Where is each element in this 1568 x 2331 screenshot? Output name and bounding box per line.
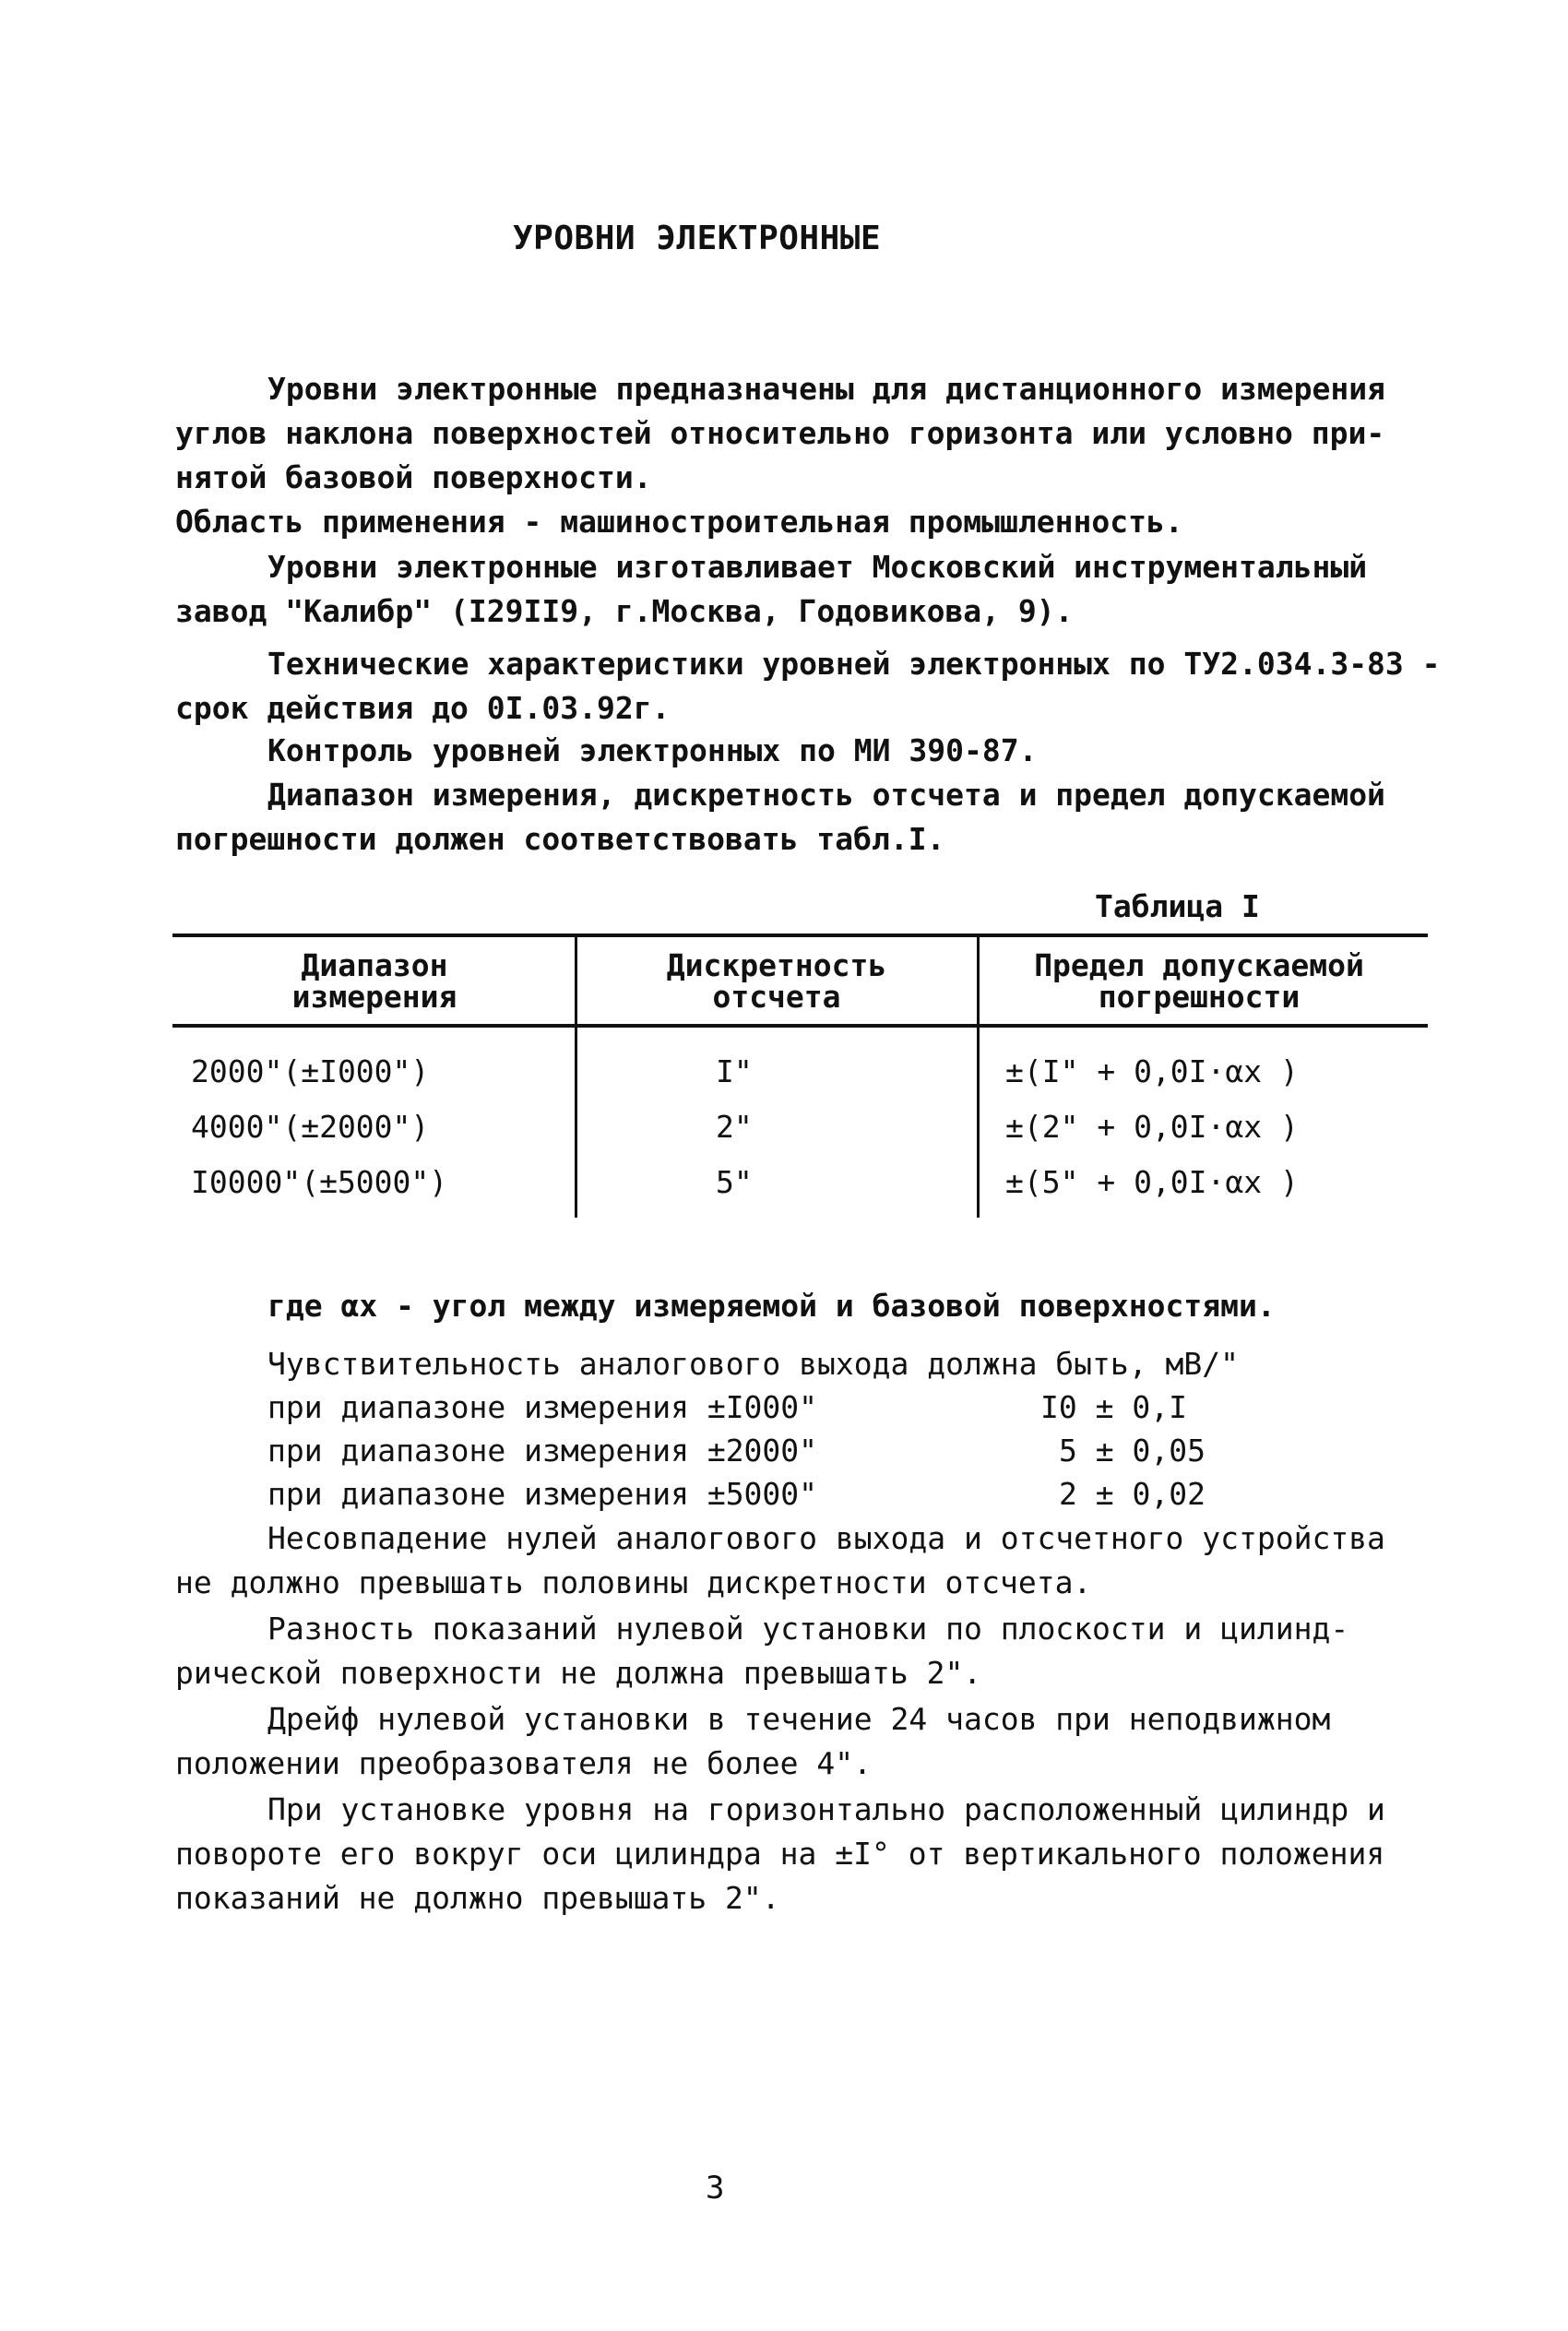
header-text: измерения	[291, 979, 457, 1015]
intro-line-6: завод "Калибр" (I29II9, г.Москва, Годовикова, 9).	[175, 593, 1074, 629]
sensitivity-value: 2 ± 0,02	[1059, 1476, 1206, 1512]
intro-line-10: Диапазон измерения, дискретность отсчета и предел допускаемой	[267, 777, 1385, 813]
table-cell: I"	[716, 1053, 753, 1089]
sensitivity-label: при диапазоне измерения ±I000"	[267, 1389, 818, 1425]
header-text: Дискретность	[666, 947, 887, 983]
intro-line-4: Область применения - машиностроительная промышленность.	[175, 504, 1183, 540]
sensitivity-label: при диапазоне измерения ±5000"	[267, 1476, 818, 1512]
intro-line-11: погрешности должен соответствовать табл.I.	[175, 821, 945, 857]
header-text: погрешности	[1098, 979, 1301, 1015]
closing-line-9: показаний не должно превышать 2".	[175, 1880, 780, 1916]
intro-line-5: Уровни электронные изготавливает Московский инструментальный	[267, 549, 1368, 585]
intro-line-7: Технические характеристики уровней электронных по ТУ2.034.3-83 -	[267, 646, 1441, 682]
page-title: УРОВНИ ЭЛЕКТРОННЫЕ	[513, 220, 882, 257]
where-line: где αx - угол между измеряемой и базовой поверхностями.	[267, 1288, 1276, 1324]
header-text: Предел допускаемой	[1034, 947, 1364, 983]
intro-line-1: Уровни электронные предназначены для дистанционного измерения	[267, 371, 1385, 407]
closing-line-7: При установке уровня на горизонтально расположенный цилиндр и	[267, 1791, 1385, 1827]
table-cell: 2000"(±I000")	[191, 1053, 430, 1089]
sensitivity-heading: Чувствительность аналогового выхода должна быть, мВ/"	[267, 1346, 1239, 1382]
table-cell: 5"	[716, 1164, 753, 1200]
table-cell: ±(2" + 0,0I·αx )	[1005, 1109, 1299, 1145]
closing-line-6: положении преобразователя не более 4".	[175, 1745, 872, 1781]
table-header-discreteness	[577, 947, 976, 1015]
table-cell: I0000"(±5000")	[191, 1164, 448, 1200]
closing-line-3: Разность показаний нулевой установки по плоскости и цилинд-	[267, 1611, 1349, 1647]
intro-line-3: нятой базовой поверхности.	[175, 459, 652, 495]
sensitivity-value: 5 ± 0,05	[1059, 1433, 1206, 1469]
closing-line-5: Дрейф нулевой установки в течение 24 часов при неподвижном	[267, 1701, 1331, 1737]
closing-line-2: не должно превышать половины дискретности отсчета.	[175, 1564, 1092, 1600]
table-cell: 4000"(±2000")	[191, 1109, 430, 1145]
sensitivity-row	[267, 1433, 817, 1469]
sensitivity-row	[267, 1476, 817, 1512]
page-number: 3	[706, 2170, 725, 2206]
header-text: отсчета	[712, 979, 841, 1015]
closing-line-8: повороте его вокруг оси цилиндра на ±I° от вертикального положения	[175, 1836, 1385, 1872]
intro-line-2: углов наклона поверхностей относительно горизонта или условно при-	[175, 415, 1385, 451]
table-cell: ±(I" + 0,0I·αx )	[1005, 1053, 1299, 1089]
table-caption: Таблица I	[1095, 888, 1260, 924]
table-cell: 2"	[716, 1109, 753, 1145]
sensitivity-row	[267, 1389, 817, 1425]
table-header-range	[175, 947, 574, 1015]
table-header-rule	[172, 1024, 1428, 1028]
table-top-rule	[172, 934, 1428, 937]
table-cell: ±(5" + 0,0I·αx )	[1005, 1164, 1299, 1200]
intro-line-8: срок действия до 0I.03.92г.	[175, 690, 671, 726]
header-text: Диапазон	[301, 947, 448, 983]
intro-line-9: Контроль уровней электронных по МИ 390-87.	[267, 732, 1038, 768]
closing-line-4: рической поверхности не должна превышать 2".	[175, 1655, 982, 1691]
sensitivity-label: при диапазоне измерения ±2000"	[267, 1433, 818, 1469]
table-header-error	[980, 947, 1419, 1015]
sensitivity-value: I0 ± 0,I	[1040, 1389, 1187, 1425]
closing-line-1: Несовпадение нулей аналогового выхода и отсчетного устройства	[267, 1520, 1385, 1556]
